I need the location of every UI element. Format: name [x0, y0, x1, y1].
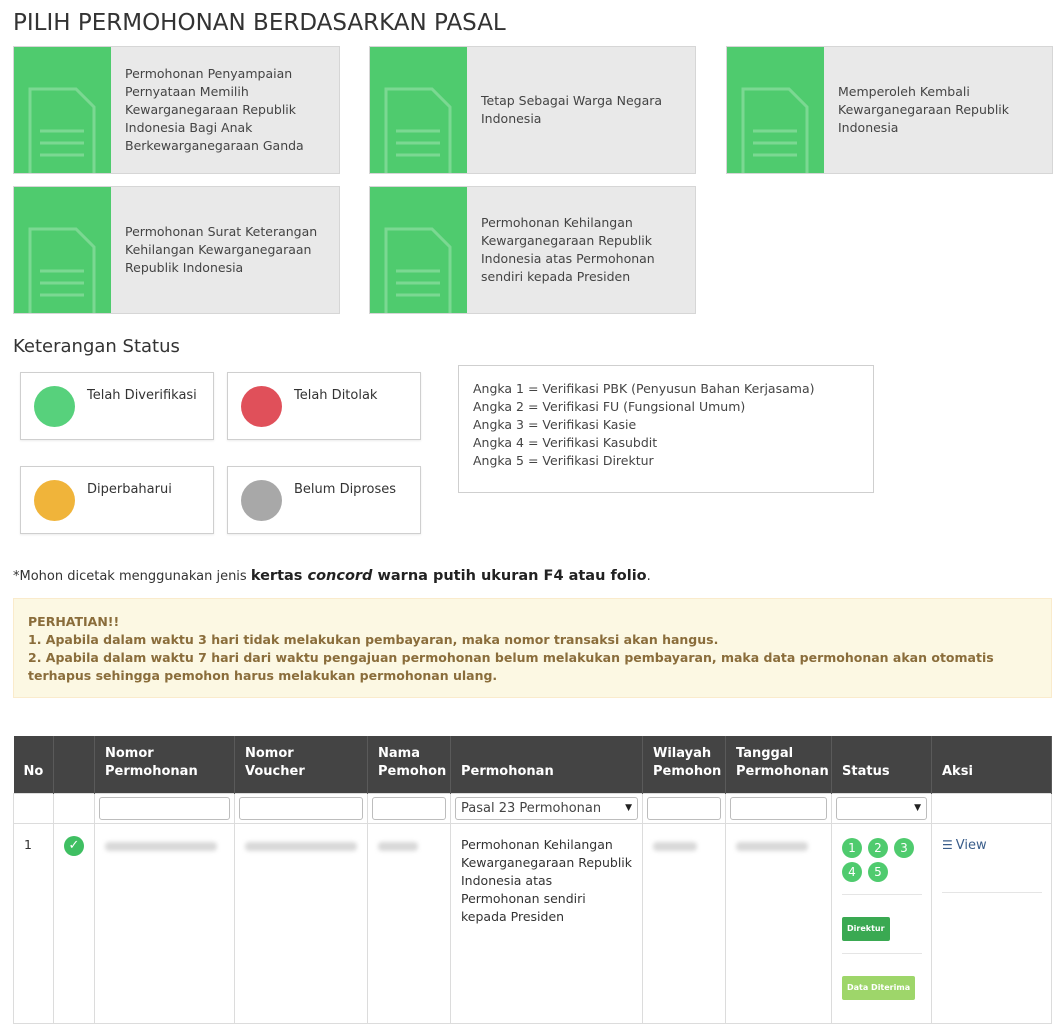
redacted-nomor-permohonan — [105, 842, 217, 851]
status-rejected — [227, 372, 421, 440]
page-title: PILIH PERMOHONAN BERDASARKAN PASAL — [13, 10, 506, 36]
card-label: Permohonan Surat Keterangan Kehilangan Kewarganegaraan Republik Indonesia — [125, 224, 318, 275]
card-kehilangan-kepada-presiden[interactable] — [369, 186, 696, 314]
green-dot-icon — [34, 386, 75, 427]
chevron-down-icon: ▼ — [914, 803, 921, 813]
document-icon — [384, 227, 452, 313]
verification-steps — [842, 838, 922, 882]
document-icon — [384, 87, 452, 173]
check-circle-icon: ✓ — [64, 836, 84, 856]
permohonan-table — [13, 736, 1052, 1024]
header-aksi: Aksi — [932, 736, 1052, 793]
redacted-nama-pemohon — [378, 842, 418, 851]
legend-line: Angka 3 = Verifikasi Kasie — [473, 417, 637, 432]
verification-legend — [458, 365, 874, 493]
status-label: Diperbaharui — [87, 482, 172, 497]
card-surat-keterangan-kehilangan[interactable] — [13, 186, 340, 314]
card-memperoleh-kembali[interactable] — [726, 46, 1053, 174]
document-icon — [741, 87, 809, 173]
filter-permohonan-select[interactable]: Pasal 23 Permohonan ▼ — [455, 797, 638, 820]
header-tanggal-permohonan[interactable]: Tanggal Permohonan — [726, 736, 832, 793]
card-label: Permohonan Penyampaian Pernyataan Memilih Kewarganegaraan Republik Indonesia Bagi Anak Berkewarganegaraan Ganda — [125, 66, 304, 153]
status-section-title: Keterangan Status — [13, 336, 180, 357]
print-note: *Mohon dicetak menggunakan jenis kertas concord warna putih ukuran F4 atau folio. — [13, 568, 651, 584]
status-label: Belum Diproses — [294, 482, 396, 497]
header-wilayah-pemohon[interactable]: Wilayah Pemohon — [643, 736, 726, 793]
step-badge: 3 — [894, 838, 914, 858]
filter-nomor-voucher[interactable] — [239, 797, 363, 820]
list-icon: ☰ — [942, 837, 953, 852]
chevron-down-icon: ▼ — [625, 803, 632, 813]
table-row — [14, 823, 1052, 1023]
status-unprocessed — [227, 466, 421, 534]
red-dot-icon — [241, 386, 282, 427]
step-badge: 5 — [868, 862, 888, 882]
header-nama-pemohon[interactable]: Nama Pemohon — [368, 736, 451, 793]
status-label: Telah Ditolak — [294, 388, 378, 403]
card-tetap-wni[interactable] — [369, 46, 696, 174]
filter-tanggal-permohonan[interactable] — [730, 797, 827, 820]
status-label: Telah Diverifikasi — [87, 388, 197, 403]
filter-nomor-permohonan[interactable] — [99, 797, 230, 820]
alert-line: 1. Apabila dalam waktu 3 hari tidak melakukan pembayaran, maka nomor transaksi akan hangus. — [28, 632, 719, 647]
legend-line: Angka 1 = Verifikasi PBK (Penyusun Bahan Kerjasama) — [473, 381, 815, 396]
filter-wilayah-pemohon[interactable] — [647, 797, 721, 820]
status-badge: Data Diterima — [842, 976, 915, 1000]
filter-status-select[interactable] — [836, 797, 927, 820]
warning-alert — [13, 598, 1052, 698]
redacted-tanggal — [736, 842, 808, 851]
step-badge: 1 — [842, 838, 862, 858]
view-link[interactable]: ☰ View — [942, 837, 987, 853]
redacted-wilayah — [653, 842, 697, 851]
legend-line: Angka 2 = Verifikasi FU (Fungsional Umum) — [473, 399, 746, 414]
alert-title: PERHATIAN!! — [28, 614, 120, 629]
document-icon — [28, 227, 96, 313]
step-badge: 4 — [842, 862, 862, 882]
legend-line: Angka 4 = Verifikasi Kasubdit — [473, 435, 658, 450]
alert-line: 2. Apabila dalam waktu 7 hari dari waktu pengajuan permohonan belum melakukan pembayaran, maka data permohonan akan otomatis terhapus sehingga pemohon harus melakukan permohonan ulang. — [28, 650, 994, 683]
status-updated — [20, 466, 214, 534]
status-badge: Direktur — [842, 917, 890, 941]
status-verified — [20, 372, 214, 440]
card-label: Permohonan Kehilangan Kewarganegaraan Republik Indonesia atas Permohonan sendiri kepada Presiden — [481, 215, 655, 284]
card-label: Memperoleh Kembali Kewarganegaraan Republik Indonesia — [838, 84, 1010, 135]
header-permohonan[interactable]: Permohonan — [451, 736, 643, 793]
filter-nama-pemohon[interactable] — [372, 797, 446, 820]
legend-line: Angka 5 = Verifikasi Direktur — [473, 453, 654, 468]
card-label: Tetap Sebagai Warga Negara Indonesia — [481, 93, 663, 126]
header-nomor-voucher[interactable]: Nomor Voucher — [235, 736, 368, 793]
cell-no: 1 — [14, 823, 54, 1023]
gray-dot-icon — [241, 480, 282, 521]
cell-permohonan: Permohonan Kehilangan Kewarganegaraan Republik Indonesia atas Permohonan sendiri kepada Presiden — [451, 823, 643, 1023]
header-status[interactable]: Status — [832, 736, 932, 793]
card-pernyataan-anak-ganda[interactable] — [13, 46, 340, 174]
redacted-nomor-voucher — [245, 842, 357, 851]
header-no[interactable]: No — [14, 736, 54, 793]
header-nomor-permohonan[interactable]: Nomor Permohonan — [95, 736, 235, 793]
step-badge: 2 — [868, 838, 888, 858]
yellow-dot-icon — [34, 480, 75, 521]
header-icon — [54, 736, 95, 793]
document-icon — [28, 87, 96, 173]
